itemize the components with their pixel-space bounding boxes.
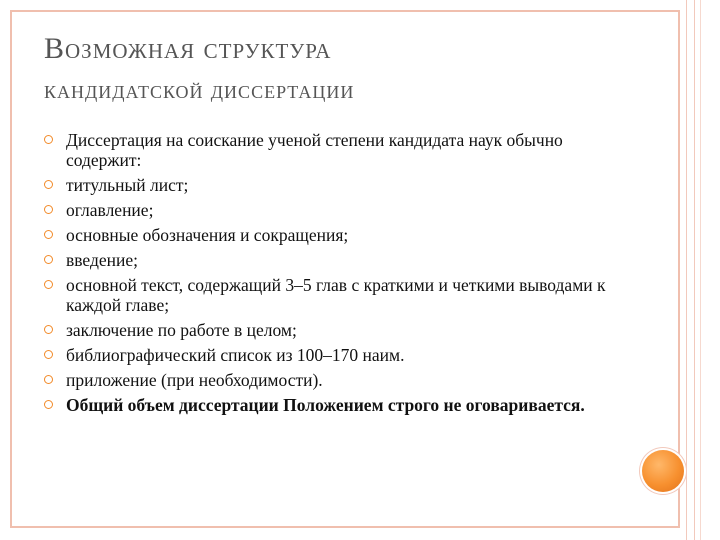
decorative-rail-line	[694, 0, 695, 540]
decorative-orange-circle	[642, 450, 684, 492]
decorative-rail-line	[700, 0, 701, 540]
bullet-text: приложение (при необходимости).	[66, 370, 323, 390]
bullet-item-summary	[44, 395, 624, 415]
bullet-circle-icon	[44, 350, 53, 359]
bullet-item	[44, 370, 624, 390]
bullet-item	[44, 225, 624, 245]
slide-title	[44, 30, 644, 108]
bullet-text: Общий объем диссертации Положением строго не оговаривается.	[66, 395, 585, 415]
slide-title-line-1: Возможная структура	[44, 32, 332, 65]
bullet-circle-icon	[44, 325, 53, 334]
bullet-circle-icon	[44, 400, 53, 409]
bullet-item	[44, 250, 624, 270]
bullet-text: оглавление;	[66, 200, 154, 220]
bullet-circle-icon	[44, 375, 53, 384]
bullet-list	[44, 130, 624, 420]
bullet-item	[44, 200, 624, 220]
bullet-item	[44, 320, 624, 340]
bullet-item	[44, 130, 624, 170]
bullet-text: основной текст, содержащий 3–5 глав с краткими и четкими выводами к каждой главе;	[66, 275, 606, 315]
bullet-circle-icon	[44, 230, 53, 239]
bullet-text: основные обозначения и сокращения;	[66, 225, 349, 245]
bullet-text: заключение по работе в целом;	[66, 320, 297, 340]
bullet-item	[44, 345, 624, 365]
bullet-circle-icon	[44, 280, 53, 289]
bullet-text: Диссертация на соискание ученой степени кандидата наук обычно содержит:	[66, 130, 563, 170]
decorative-rail-line	[686, 0, 687, 540]
bullet-text: библиографический список из 100–170 наим.	[66, 345, 405, 365]
bullet-circle-icon	[44, 205, 53, 214]
bullet-item	[44, 175, 624, 195]
slide-title-line-2: кандидатской диссертации	[44, 77, 355, 104]
bullet-item	[44, 275, 624, 315]
bullet-text: титульный лист;	[66, 175, 189, 195]
bullet-circle-icon	[44, 135, 53, 144]
bullet-text: введение;	[66, 250, 138, 270]
bullet-circle-icon	[44, 255, 53, 264]
bullet-circle-icon	[44, 180, 53, 189]
